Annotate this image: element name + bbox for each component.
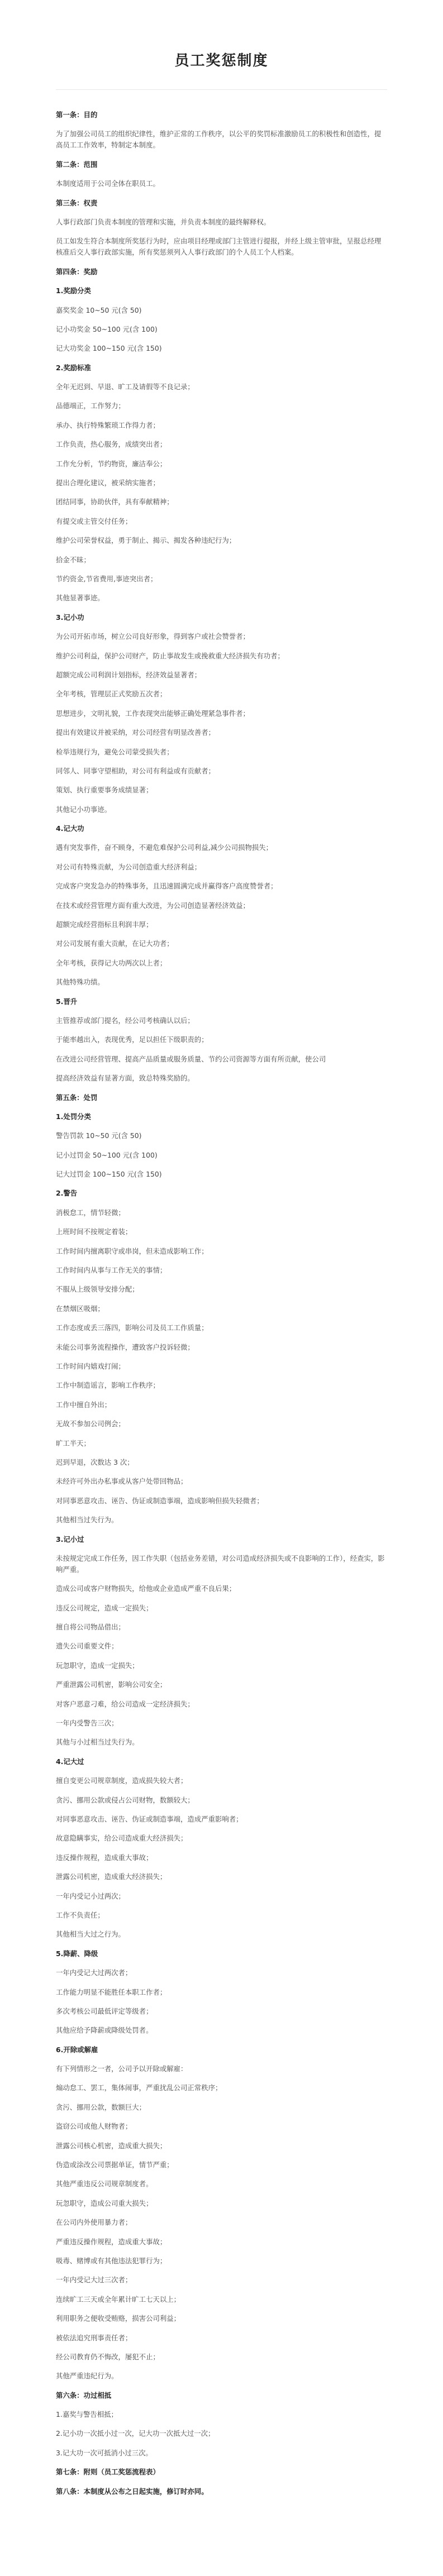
paragraph: 为了加强公司员工的组织纪律性，维护正常的工作秩序，以公平的奖罚标准激励员工的积极性和创造性，提高员工工作效率，特制定本制度。: [56, 130, 382, 150]
list-item: 工作负责，热心服务，成绩突出者；: [56, 440, 167, 449]
list-item: 维护公司利益，保护公司财产，防止事故发生或挽救重大经济损失有功者；: [56, 651, 284, 660]
list-item: 伪造或涂改公司票据单证，情节严重；: [56, 2161, 174, 2169]
list-item: 工作时间内嬉戏打闹；: [56, 1362, 125, 1370]
list-item: 不服从上级领导安排分配；: [56, 1285, 139, 1294]
list-item: 泄露公司机密，造成重大经济损失；: [56, 1872, 167, 1881]
list-item: 记小过罚金 50~100 元(含 100): [56, 1150, 158, 1159]
list-item: 品德端正，工作努力；: [56, 402, 125, 410]
list-item: 对同事恶意攻击、诬告、伪证或制造事端，造成严重影响者；: [56, 1814, 243, 1823]
list-item: 嘉奖奖金 10~50 元(含 50): [56, 305, 142, 314]
subsection-heading: 5.晋升: [56, 997, 78, 1006]
list-item: 对客户恶意刁难，给公司造成一定经济损失；: [56, 1699, 194, 1708]
subsection-heading: 4.记大过: [56, 1757, 84, 1766]
list-item: 同邻人、同事守望相助，对公司有利益或有贡献者；: [56, 766, 215, 775]
list-item: 违反公司规定，造成一定损失；: [56, 1603, 153, 1612]
list-item: 3.记大功一次可抵消小过三次。: [56, 2448, 153, 2457]
list-item: 工作时间内从事与工作无关的事情；: [56, 1266, 167, 1275]
paragraph: 未按规定完成工作任务，因工作失职（包括业务差错，对公司造成经济损失或不良影响的工作），经查实，影响严重。: [56, 1554, 385, 1574]
list-item: 人事行政部门负责本制度的管理和实施，并负责本制度的最终解释权。: [56, 217, 271, 226]
list-item: 本制度适用于公司全体在职员工。: [56, 179, 160, 188]
list-item: 团结同事，协助伙伴，具有奉献精神；: [56, 498, 174, 506]
subsection-heading: 2.警告: [56, 1189, 78, 1198]
list-item: 擅自变更公司规章制度，造成损失较大者；: [56, 1776, 188, 1785]
list-item: 策划、执行重要事务成绩显著；: [56, 786, 153, 795]
list-item: 上班时间不按规定着装；: [56, 1227, 132, 1236]
list-item: 吸毒、赌博或有其他违法犯罪行为；: [56, 2256, 167, 2265]
subsection-heading: 4.记大功: [56, 824, 84, 833]
list-item: 贪污、挪用公款或侵占公司财物，数额较大；: [56, 1795, 194, 1804]
list-item: 煽动怠工、罢工，集体闹事，严重扰乱公司正常秩序；: [56, 2083, 222, 2092]
list-item: 1.嘉奖与警告相抵；: [56, 2410, 118, 2419]
list-item: 多次考核公司最低评定等级者；: [56, 2006, 153, 2015]
list-item: 利用职务之便收受贿赂，损害公司利益；: [56, 2314, 181, 2323]
list-item: 提出有效建议并被采纳，对公司经营有明显改善者；: [56, 728, 215, 737]
document-body: [56, 109, 387, 2505]
list-item: 消极怠工，情节轻微；: [56, 1208, 125, 1217]
list-item: 思想进步，文明礼貌，工作表现突出能够正确处理紧急事件者；: [56, 709, 250, 718]
list-item: 记大功奖金 100~150 元(含 150): [56, 344, 162, 353]
subsection-heading: 6.开除或解雇: [56, 2045, 98, 2054]
list-item: 主管推荐或部门提名，经公司考核确认以后；: [56, 1016, 194, 1025]
list-item: 一年内受记大过两次者；: [56, 1968, 132, 1977]
list-item: 提高经济效益有显著方面，致总特殊奖励的。: [56, 1074, 194, 1083]
list-item: 记小功奖金 50~100 元(含 100): [56, 324, 158, 333]
list-item: 超额完成经营指标且利润丰厚；: [56, 920, 153, 929]
list-item: 警告罚款 10~50 元(含 50): [56, 1131, 142, 1140]
list-item: 工作时间内擅离职守或串岗，但未造成影响工作；: [56, 1246, 208, 1255]
subsection-heading: 2.奖励标准: [56, 363, 91, 372]
subsection-heading: 3.记小功: [56, 613, 84, 622]
list-item: 在公司内外使用暴力者；: [56, 2218, 132, 2227]
section-heading: 第五条：处罚: [56, 1093, 98, 1102]
list-item: 其他严重违纪行为。: [56, 2372, 118, 2381]
list-item: 玩忽职守，造成一定损失；: [56, 1661, 139, 1670]
list-item: 遇有突发事件，奋不顾身，不避危难保护公司利益,减少公司损物损失；: [56, 843, 273, 852]
list-item: 工作能力明显不能胜任本职工作者；: [56, 1987, 167, 1996]
section-heading: 第二条：范围: [56, 160, 98, 169]
list-item: 迟到早退，次数达 3 次；: [56, 1457, 134, 1466]
list-item: 其他记小功事迹。: [56, 805, 112, 814]
document-title: 员工奖惩制度: [174, 52, 269, 69]
list-item: 工作中擅自外出；: [56, 1400, 112, 1409]
list-item: 全年无迟到、早退、旷工及请假等不良记录；: [56, 383, 194, 391]
list-item: 拾金不昧；: [56, 555, 90, 564]
list-item: 记大过罚金 100~150 元(含 150): [56, 1170, 162, 1179]
list-item: 工作不负责任；: [56, 1910, 104, 1919]
list-item: 经公司教育仍不悔改，屡犯不止；: [56, 2352, 160, 2361]
list-item: 严重违反操作规程，造成重大事故；: [56, 2237, 167, 2246]
list-item: 泄露公司核心机密，造成重大损失；: [56, 2141, 167, 2150]
list-item: 造成公司或客户财物损失，给他或企业造成严重不良后果；: [56, 1584, 236, 1593]
list-item: 在改进公司经营管理、提高产品质量或服务质量、节约公司资源等方面有所贡献，使公司: [56, 1054, 326, 1063]
section-heading: 第七条：附则（员工奖惩流程表）: [56, 2468, 160, 2477]
subsection-heading: 1.处罚分类: [56, 1112, 91, 1121]
list-item: 完成客户突发急办的特殊事务，且迅速圆满完成并赢得客户高度赞誉者；: [56, 882, 278, 891]
list-item: 超额完成公司利润计划指标，经济效益显著者；: [56, 670, 202, 679]
list-item: 其他相当过失行为。: [56, 1516, 118, 1524]
section-heading: 第六条：功过相抵: [56, 2391, 112, 2400]
subsection-heading: 5.降薪、降级: [56, 1949, 98, 1958]
list-item: 无故不参加公司例会；: [56, 1420, 125, 1428]
list-item: 为公司开拓市场，树立公司良好形象，得到客户或社会赞誉者；: [56, 632, 250, 641]
list-item: 于能率越出入，表现优秀，足以担任下级职责的；: [56, 1035, 208, 1044]
list-item: 违反操作规程，造成重大事故；: [56, 1853, 153, 1862]
list-item: 其他显著事迹。: [56, 594, 104, 603]
list-item: 其他相当大过之行为。: [56, 1930, 125, 1939]
title-divider: [56, 89, 387, 90]
list-item: 工作允分析，节约物资，廉洁奉公；: [56, 459, 167, 468]
list-item: 维护公司荣誉权益，勇于制止、揭示、揭发各种违纪行为；: [56, 536, 236, 545]
list-item: 节约资金,节省费用,事迹突出者；: [56, 574, 158, 583]
list-item: 在技术或经营管理方面有重大改进，为公司创造显著经济效益；: [56, 901, 250, 910]
list-item: 被依法追究刑事责任者；: [56, 2333, 132, 2342]
paragraph: 员工如发生符合本制度所奖惩行为时，应由项目经理或部门主管进行提报，并经上级主管审批，呈报总经理核准后交人事行政部实施，所有奖惩须列入人事行政部门的个人员工个人档案。: [56, 237, 382, 257]
list-item: 工作态度或丢三落四，影响公司及员工工作质量；: [56, 1323, 208, 1332]
list-item: 未经许可外出办私事或从客户处带回物品；: [56, 1477, 188, 1486]
section-heading: 第四条：奖励: [56, 267, 98, 276]
subsection-heading: 1.奖励分类: [56, 286, 91, 295]
list-item: 盗窃公司或他人财物者；: [56, 2122, 132, 2131]
list-item: 一年内受记大过三次者；: [56, 2276, 132, 2285]
section-heading: 第一条：目的: [56, 111, 98, 119]
list-item: 未能公司事务流程操作，遭致客户投诉轻微；: [56, 1342, 194, 1351]
list-item: 擅自将公司物品借出；: [56, 1623, 125, 1632]
list-item: 检举违规行为，避免公司蒙受损失者；: [56, 747, 174, 756]
list-item: 玩忽职守，造成公司重大损失；: [56, 2199, 153, 2207]
list-item: 全年考核，获得记大功两次以上者；: [56, 958, 167, 967]
list-item: 其他应给予降薪或降级处罚者。: [56, 2026, 153, 2035]
list-item: 对公司发展有重大贡献，在记大功者；: [56, 939, 174, 948]
list-item: 在禁烟区吸烟；: [56, 1304, 104, 1313]
list-item: 严重泄露公司机密，影响公司安全；: [56, 1680, 167, 1689]
list-item: 对同事恶意攻击、诬告、伪证或制造事端，造成影响但损失轻微者；: [56, 1496, 264, 1505]
list-item: 有提交或主管交付任务；: [56, 517, 132, 525]
list-item: 承办、执行特殊繁琐工作得力者；: [56, 420, 160, 429]
list-item: 其他严重违反公司规章制度者。: [56, 2180, 153, 2188]
list-item: 旷工半天；: [56, 1438, 90, 1447]
list-item: 连续旷工三天或全年累计旷工七天以上；: [56, 2295, 181, 2303]
list-item: 其他特殊功绩。: [56, 978, 104, 987]
list-item: 遗失公司重要文件；: [56, 1642, 118, 1651]
list-item: 对公司有特殊贡献，为公司创造重大经济利益；: [56, 862, 202, 871]
section-heading: 第三条：权责: [56, 198, 98, 207]
section-heading: 第八条：本制度从公布之日起实施，修订时亦同。: [56, 2487, 208, 2496]
list-item: 一年内受记小过两次；: [56, 1891, 125, 1900]
list-item: 故意隐瞒事实，给公司造成重大经济损失；: [56, 1834, 188, 1843]
list-item: 其他与小过相当过失行为。: [56, 1738, 139, 1747]
list-item: 一年内受警告三次；: [56, 1719, 118, 1728]
subsection-heading: 3.记小过: [56, 1535, 84, 1543]
list-item: 2.记小功一次抵小过一次，记大功一次抵大过一次；: [56, 2429, 215, 2438]
list-item: 贪污、挪用公款，数额巨大；: [56, 2102, 146, 2111]
list-item: 全年考核，管理层正式奖励五次者；: [56, 690, 167, 699]
list-item: 工作中制造谣言，影响工作秩序；: [56, 1381, 160, 1390]
list-item: 有下列情形之一者，公司予以开除或解雇：: [56, 2064, 188, 2073]
list-item: 提出合理化建议，被采纳实施者；: [56, 479, 160, 488]
